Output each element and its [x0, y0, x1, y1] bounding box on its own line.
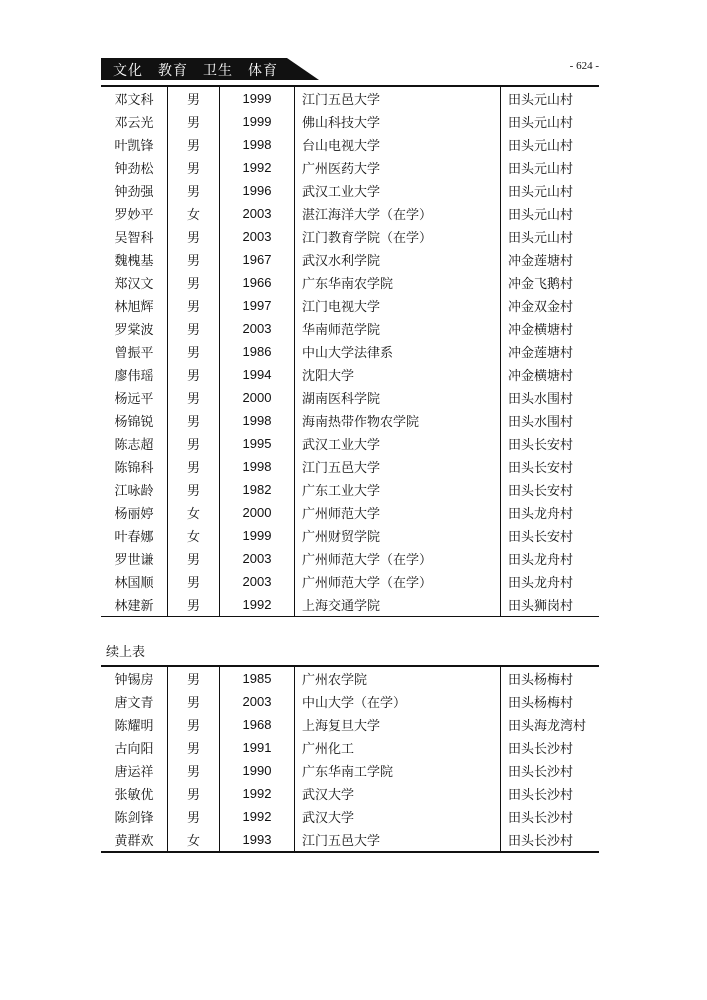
table-row [101, 713, 599, 736]
cell-village: 田头元山村 [508, 231, 574, 246]
cell-year: 2003 [220, 570, 295, 593]
cell-sex: 女 [168, 524, 220, 547]
cell-sex: 男 [168, 409, 220, 432]
cell-name: 张敏优 [101, 782, 168, 805]
cell-village: 田头元山村 [508, 116, 574, 131]
cell-village: 冲金横塘村 [508, 323, 574, 338]
cell-name: 曾振平 [101, 340, 168, 363]
cell-sex: 男 [168, 179, 220, 202]
cell-year: 1985 [220, 666, 295, 690]
page-number: - 624 - [569, 60, 599, 72]
cell-year: 2003 [220, 690, 295, 713]
table-row [101, 86, 599, 110]
cell-name: 廖伟瑶 [101, 363, 168, 386]
cell-village: 田头元山村 [508, 139, 574, 154]
cell-name: 陈剑锋 [101, 805, 168, 828]
cell-school: 武汉大学 [295, 805, 501, 828]
cell-sex: 男 [168, 271, 220, 294]
cell-sex: 男 [168, 736, 220, 759]
cell-name: 陈锦科 [101, 455, 168, 478]
cell-name: 罗妙平 [101, 202, 168, 225]
table-row [101, 179, 599, 202]
cell-village: 田头元山村 [508, 162, 574, 177]
cell-school: 海南热带作物农学院 [295, 409, 501, 432]
cell-school: 江门五邑大学 [295, 828, 501, 852]
graduates-table-continued [101, 665, 599, 853]
cell-village: 田头元山村 [508, 93, 574, 108]
cell-school: 广州医药大学 [295, 156, 501, 179]
cell-name: 江咏龄 [101, 478, 168, 501]
table-row [101, 248, 599, 271]
section-title: 文化 教育 卫生 体育 [113, 63, 278, 79]
cell-year: 1986 [220, 340, 295, 363]
cell-village: 冲金莲塘村 [508, 346, 574, 361]
cell-sex: 男 [168, 593, 220, 617]
cell-sex: 男 [168, 110, 220, 133]
table-row [101, 828, 599, 852]
cell-sex: 女 [168, 828, 220, 852]
cell-year: 1992 [220, 805, 295, 828]
table-row [101, 759, 599, 782]
cell-village: 冲金双金村 [508, 300, 574, 315]
cell-village: 田头元山村 [508, 208, 574, 223]
cell-name: 杨锦锐 [101, 409, 168, 432]
cell-school: 广州财贸学院 [295, 524, 501, 547]
graduates-table [101, 85, 599, 617]
cell-village: 田头长沙村 [508, 834, 574, 849]
cell-sex: 男 [168, 570, 220, 593]
cell-sex: 男 [168, 363, 220, 386]
cell-school: 江门五邑大学 [295, 455, 501, 478]
cell-year: 1998 [220, 133, 295, 156]
table-row [101, 409, 599, 432]
cell-school: 广东华南工学院 [295, 759, 501, 782]
table-row [101, 271, 599, 294]
cell-sex: 男 [168, 713, 220, 736]
table-row [101, 524, 599, 547]
cell-sex: 男 [168, 782, 220, 805]
table-row [101, 202, 599, 225]
cell-name: 古向阳 [101, 736, 168, 759]
cell-year: 2003 [220, 225, 295, 248]
cell-school: 中山大学（在学） [295, 690, 501, 713]
cell-year: 2003 [220, 317, 295, 340]
cell-village: 田头龙舟村 [508, 507, 574, 522]
cell-sex: 男 [168, 248, 220, 271]
cell-school: 广州师范大学 [295, 501, 501, 524]
cell-year: 1995 [220, 432, 295, 455]
cell-school: 湛江海洋大学（在学） [295, 202, 501, 225]
table-row [101, 432, 599, 455]
cell-school: 上海交通学院 [295, 593, 501, 617]
cell-name: 邓云光 [101, 110, 168, 133]
cell-sex: 男 [168, 133, 220, 156]
cell-sex: 男 [168, 294, 220, 317]
cell-school: 华南师范学院 [295, 317, 501, 340]
cell-village: 田头龙舟村 [508, 553, 574, 568]
cell-school: 佛山科技大学 [295, 110, 501, 133]
cell-year: 2000 [220, 386, 295, 409]
cell-year: 1999 [220, 86, 295, 110]
cell-sex: 男 [168, 759, 220, 782]
table-row [101, 478, 599, 501]
cell-village: 田头长沙村 [508, 742, 574, 757]
cell-village: 田头长沙村 [508, 765, 574, 780]
cell-school: 广东华南农学院 [295, 271, 501, 294]
table-row [101, 317, 599, 340]
cell-village: 田头长沙村 [508, 788, 574, 803]
cell-name: 陈耀明 [101, 713, 168, 736]
cell-sex: 男 [168, 156, 220, 179]
cell-school: 江门电视大学 [295, 294, 501, 317]
cell-name: 叶春娜 [101, 524, 168, 547]
cell-village: 田头长安村 [508, 461, 574, 476]
table-row [101, 386, 599, 409]
cell-year: 1999 [220, 110, 295, 133]
cell-year: 2003 [220, 202, 295, 225]
cell-school: 沈阳大学 [295, 363, 501, 386]
table-row [101, 156, 599, 179]
cell-year: 1992 [220, 593, 295, 617]
cell-name: 林建新 [101, 593, 168, 617]
cell-sex: 男 [168, 432, 220, 455]
continued-label: 续上表 [106, 645, 146, 660]
cell-school: 江门五邑大学 [295, 86, 501, 110]
cell-year: 1999 [220, 524, 295, 547]
cell-name: 罗棠波 [101, 317, 168, 340]
cell-name: 郑汉文 [101, 271, 168, 294]
table-row [101, 547, 599, 570]
cell-name: 林旭辉 [101, 294, 168, 317]
cell-year: 2003 [220, 547, 295, 570]
cell-name: 魏槐基 [101, 248, 168, 271]
cell-village: 田头长安村 [508, 438, 574, 453]
cell-name: 唐运祥 [101, 759, 168, 782]
cell-sex: 男 [168, 86, 220, 110]
table-row [101, 570, 599, 593]
cell-school: 台山电视大学 [295, 133, 501, 156]
cell-name: 杨丽婷 [101, 501, 168, 524]
cell-village: 田头海龙湾村 [508, 719, 587, 734]
cell-name: 钟劲强 [101, 179, 168, 202]
cell-year: 1996 [220, 179, 295, 202]
cell-village: 田头长沙村 [508, 811, 574, 826]
cell-name: 钟锡房 [101, 666, 168, 690]
cell-village: 田头杨梅村 [508, 696, 574, 711]
cell-year: 1998 [220, 455, 295, 478]
table-row [101, 666, 599, 690]
cell-school: 武汉工业大学 [295, 179, 501, 202]
cell-sex: 男 [168, 666, 220, 690]
table-row [101, 294, 599, 317]
cell-sex: 男 [168, 547, 220, 570]
cell-sex: 男 [168, 225, 220, 248]
table-row [101, 340, 599, 363]
table-row [101, 501, 599, 524]
cell-sex: 男 [168, 317, 220, 340]
graduates-table-body [101, 86, 599, 617]
cell-sex: 男 [168, 690, 220, 713]
cell-school: 武汉大学 [295, 782, 501, 805]
cell-year: 1967 [220, 248, 295, 271]
table-row [101, 593, 599, 617]
table-row [101, 110, 599, 133]
cell-year: 1994 [220, 363, 295, 386]
cell-sex: 女 [168, 501, 220, 524]
cell-school: 武汉工业大学 [295, 432, 501, 455]
section-banner [101, 58, 319, 80]
cell-year: 1993 [220, 828, 295, 852]
cell-name: 林国顺 [101, 570, 168, 593]
cell-village: 田头水围村 [508, 415, 574, 430]
table-row [101, 782, 599, 805]
table-row [101, 225, 599, 248]
table-row [101, 690, 599, 713]
cell-name: 钟劲松 [101, 156, 168, 179]
cell-village: 田头狮岗村 [508, 599, 574, 614]
table-row [101, 736, 599, 759]
cell-village: 田头长安村 [508, 530, 574, 545]
cell-school: 广州化工 [295, 736, 501, 759]
cell-sex: 男 [168, 340, 220, 363]
cell-year: 1992 [220, 782, 295, 805]
table-row [101, 805, 599, 828]
cell-name: 唐文青 [101, 690, 168, 713]
cell-school: 上海复旦大学 [295, 713, 501, 736]
cell-sex: 男 [168, 455, 220, 478]
cell-name: 黄群欢 [101, 828, 168, 852]
cell-village: 田头元山村 [508, 185, 574, 200]
cell-year: 1991 [220, 736, 295, 759]
cell-year: 1997 [220, 294, 295, 317]
cell-school: 广东工业大学 [295, 478, 501, 501]
cell-village: 田头水围村 [508, 392, 574, 407]
cell-sex: 男 [168, 386, 220, 409]
cell-village: 田头杨梅村 [508, 673, 574, 688]
cell-year: 1968 [220, 713, 295, 736]
cell-village: 田头龙舟村 [508, 576, 574, 591]
cell-school: 江门教育学院（在学） [295, 225, 501, 248]
cell-year: 1966 [220, 271, 295, 294]
cell-year: 1992 [220, 156, 295, 179]
table-row [101, 455, 599, 478]
cell-name: 吴智科 [101, 225, 168, 248]
cell-village: 冲金飞鹅村 [508, 277, 574, 292]
cell-sex: 男 [168, 805, 220, 828]
cell-year: 2000 [220, 501, 295, 524]
cell-year: 1998 [220, 409, 295, 432]
cell-village: 冲金莲塘村 [508, 254, 574, 269]
cell-sex: 男 [168, 478, 220, 501]
cell-name: 邓文科 [101, 86, 168, 110]
cell-year: 1990 [220, 759, 295, 782]
graduates-table-continued-body [101, 666, 599, 852]
cell-school: 广州农学院 [295, 666, 501, 690]
cell-school: 广州师范大学（在学） [295, 547, 501, 570]
cell-village: 田头长安村 [508, 484, 574, 499]
cell-school: 中山大学法律系 [295, 340, 501, 363]
cell-name: 杨远平 [101, 386, 168, 409]
cell-school: 武汉水利学院 [295, 248, 501, 271]
cell-sex: 女 [168, 202, 220, 225]
cell-name: 罗世谦 [101, 547, 168, 570]
cell-year: 1982 [220, 478, 295, 501]
table-row [101, 363, 599, 386]
cell-name: 叶凯锋 [101, 133, 168, 156]
cell-village: 冲金横塘村 [508, 369, 574, 384]
cell-name: 陈志超 [101, 432, 168, 455]
cell-school: 湖南医科学院 [295, 386, 501, 409]
table-row [101, 133, 599, 156]
cell-school: 广州师范大学（在学） [295, 570, 501, 593]
